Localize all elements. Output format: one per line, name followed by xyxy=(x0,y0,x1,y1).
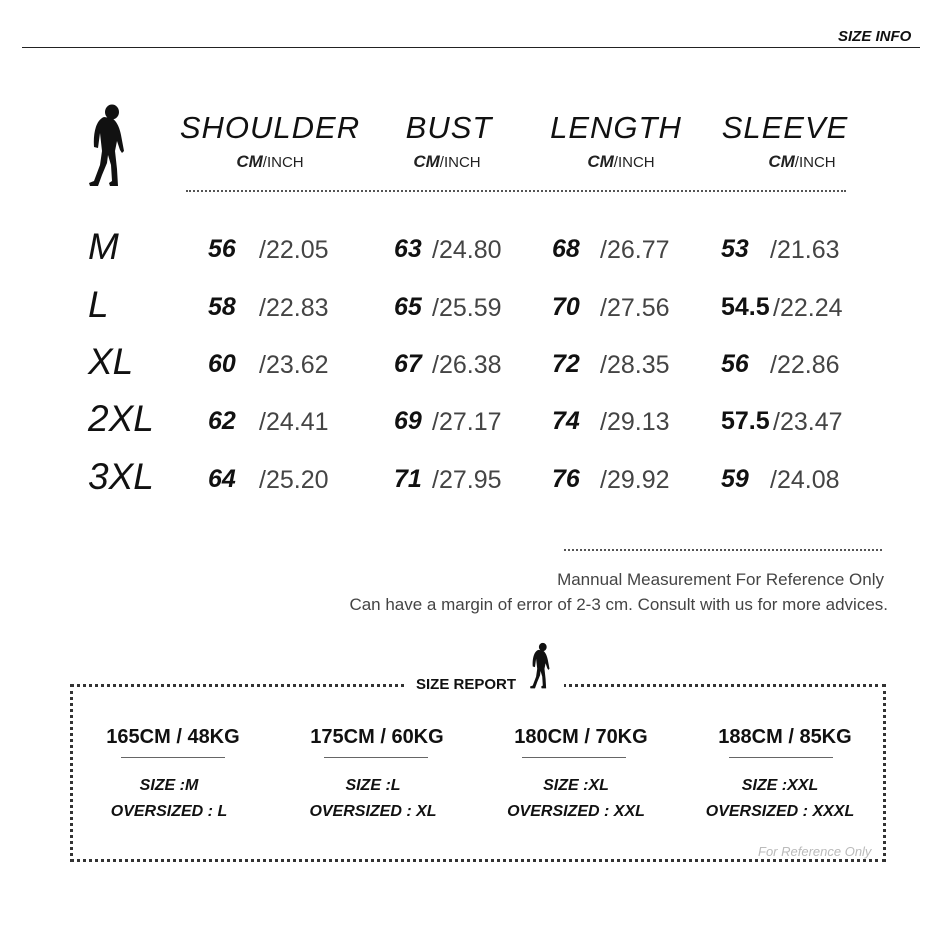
column-header-shoulder: SHOULDER xyxy=(179,110,361,145)
column-header-length: LENGTH xyxy=(550,110,682,145)
size-report-title: SIZE REPORT xyxy=(416,676,517,693)
cell-inch: /27.17 xyxy=(432,408,502,436)
cell-cm: 72 xyxy=(552,350,580,378)
standing-person-icon xyxy=(527,642,553,690)
cell-inch: /26.38 xyxy=(432,351,502,379)
header-dotted-divider xyxy=(186,190,846,192)
measurement-note: Mannual Measurement For Reference Only xyxy=(557,570,884,589)
cell-inch: /24.41 xyxy=(259,408,329,436)
size-label-3xl: 3XL xyxy=(88,456,154,497)
size-label-2xl: 2XL xyxy=(88,398,154,439)
cell-inch: /27.95 xyxy=(432,466,502,494)
cell-inch: /22.83 xyxy=(259,294,329,322)
cell-cm: 69 xyxy=(394,407,422,435)
report-divider xyxy=(729,757,833,758)
report-size: SIZE :L OVERSIZED : XL xyxy=(309,777,437,820)
cell-inch: /29.13 xyxy=(600,408,670,436)
column-header-bust: BUST xyxy=(405,110,493,145)
notes-dotted-divider xyxy=(564,549,882,551)
cell-inch: /23.62 xyxy=(259,351,329,379)
cell-cm: 54.5 xyxy=(721,293,770,321)
column-unit-bust: CM/INCH xyxy=(413,152,481,171)
cell-cm: 74 xyxy=(552,407,580,435)
cell-cm: 60 xyxy=(208,350,236,378)
column-unit-sleeve: CM/INCH xyxy=(768,152,836,171)
cell-cm: 59 xyxy=(721,465,749,493)
column-unit-length: CM/INCH xyxy=(587,152,655,171)
reference-only-footnote: For Reference Only xyxy=(758,844,872,859)
size-label-xl: XL xyxy=(88,341,134,382)
cell-inch: /23.47 xyxy=(773,408,843,436)
report-height-weight: 188CM / 85KG xyxy=(718,726,852,748)
cell-cm: 56 xyxy=(208,235,236,263)
size-label-m: M xyxy=(88,226,119,267)
report-height-weight: 165CM / 48KG xyxy=(106,726,240,748)
cell-cm: 53 xyxy=(721,235,749,263)
report-size: SIZE :M OVERSIZED : L xyxy=(110,777,228,820)
size-label-l: L xyxy=(88,284,109,325)
report-height-weight: 175CM / 60KG xyxy=(310,726,444,748)
cell-inch: /24.08 xyxy=(770,466,840,494)
cell-cm: 67 xyxy=(394,350,422,378)
cell-inch: /24.80 xyxy=(432,236,502,264)
cell-cm: 56 xyxy=(721,350,749,378)
report-divider xyxy=(121,757,225,758)
cell-cm: 57.5 xyxy=(721,407,770,435)
cell-cm: 68 xyxy=(552,235,580,263)
report-size: SIZE :XL OVERSIZED : XXL xyxy=(507,777,645,820)
report-divider xyxy=(324,757,428,758)
cell-inch: /26.77 xyxy=(600,236,670,264)
report-size: SIZE :XXL OVERSIZED : XXXL xyxy=(705,777,855,820)
cell-cm: 63 xyxy=(394,235,422,263)
cell-cm: 70 xyxy=(552,293,580,321)
cell-cm: 62 xyxy=(208,407,236,435)
column-header-sleeve: SLEEVE xyxy=(721,110,849,145)
cell-cm: 76 xyxy=(552,465,580,493)
column-unit-shoulder: CM/INCH xyxy=(236,152,304,171)
cell-cm: 71 xyxy=(394,465,422,493)
header-divider xyxy=(22,47,920,48)
cell-inch: /25.59 xyxy=(432,294,502,322)
cell-inch: /22.86 xyxy=(770,351,840,379)
cell-inch: /22.05 xyxy=(259,236,329,264)
page-title: SIZE INFO xyxy=(838,28,912,45)
cell-inch: /28.35 xyxy=(600,351,670,379)
report-height-weight: 180CM / 70KG xyxy=(514,726,648,748)
standing-person-icon xyxy=(84,103,130,189)
report-divider xyxy=(522,757,626,758)
cell-inch: /22.24 xyxy=(773,294,843,322)
cell-cm: 58 xyxy=(208,293,236,321)
cell-cm: 64 xyxy=(208,465,236,493)
cell-inch: /25.20 xyxy=(259,466,329,494)
cell-cm: 65 xyxy=(394,293,422,321)
margin-of-error-note: Can have a margin of error of 2-3 cm. Consult with us for more advices. xyxy=(349,595,888,614)
cell-inch: /27.56 xyxy=(600,294,670,322)
cell-inch: /21.63 xyxy=(770,236,840,264)
cell-inch: /29.92 xyxy=(600,466,670,494)
